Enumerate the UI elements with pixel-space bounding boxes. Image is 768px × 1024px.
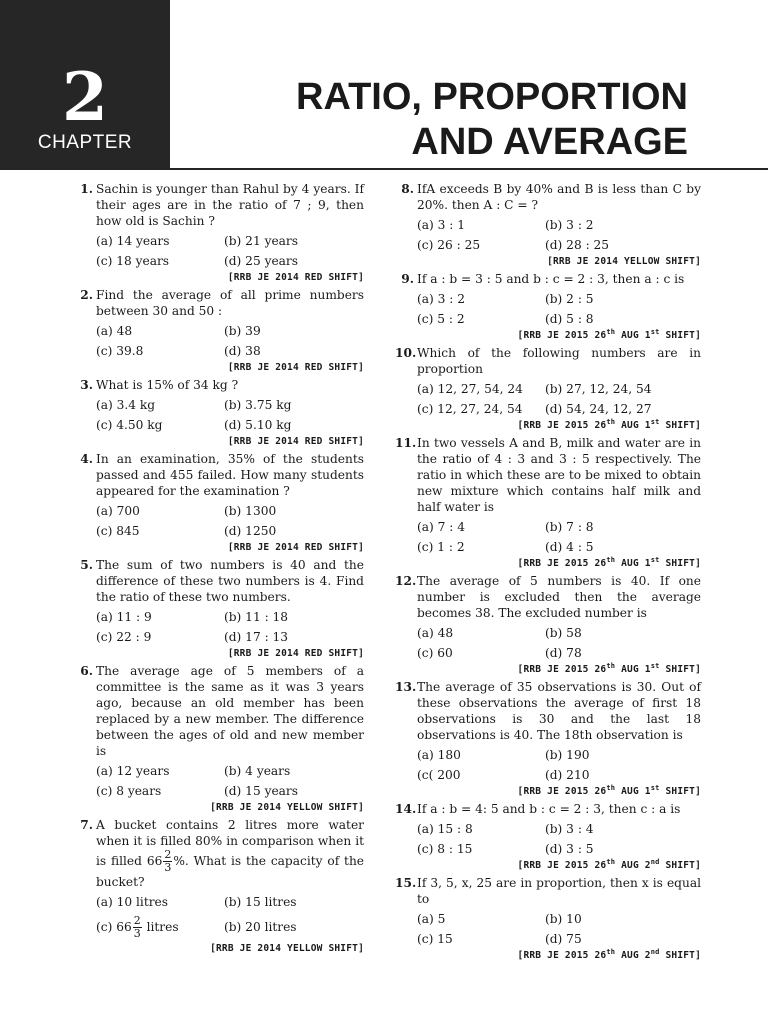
exam-source-text: [RRB JE 2014 RED SHIFT]: [227, 272, 364, 283]
question-text: Which of the following numbers are in proportion: [417, 346, 701, 376]
fraction-denominator: 3: [164, 861, 172, 874]
exam-source-text: SHIFT]: [659, 330, 701, 341]
option[interactable]: (b) 11 : 18: [224, 610, 289, 624]
question-10: [395, 345, 701, 433]
question-6: [74, 663, 364, 815]
option[interactable]: (d) 25 years: [224, 254, 299, 268]
option[interactable]: (d) 3 : 5: [545, 842, 594, 856]
option[interactable]: (d) 15 years: [224, 784, 299, 798]
chapter-title-line1: RATIO, PROPORTION: [296, 76, 688, 118]
question-number: 4.: [80, 452, 93, 466]
option[interactable]: (d) 5.10 kg: [224, 418, 292, 432]
question-text: The average age of 5 members of a committee is the same as it was 3 years ago, because an old member has been replaced by a new member. The difference between the ages of old and new member is: [96, 664, 364, 758]
option[interactable]: (c) 1 : 2: [417, 540, 465, 554]
superscript: nd: [650, 857, 660, 866]
exam-source: [417, 329, 701, 343]
exam-source-text: AUG 1: [615, 558, 651, 569]
options-grid: [96, 501, 364, 541]
question-9: [395, 271, 701, 343]
exam-source-text: [RRB JE 2015 26: [517, 860, 607, 871]
question-text: Sachin is younger than Rahul by 4 years. If their ages are in the ratio of 7 ; 9, then how old is Sachin ?: [96, 182, 364, 228]
exam-source: [417, 859, 701, 873]
option[interactable]: (c) 18 years: [96, 254, 170, 268]
superscript: st: [650, 555, 660, 564]
exam-source-text: [RRB JE 2015 26: [517, 786, 607, 797]
options-grid: [417, 909, 701, 949]
exam-source: [96, 801, 364, 815]
question-text: If a : b = 4: 5 and b : c = 2 : 3, then c : a is: [417, 802, 681, 816]
exam-source-text: [RRB JE 2015 26: [517, 664, 607, 675]
question-number: 15.: [395, 876, 417, 890]
option[interactable]: (d) 4 : 5: [545, 540, 594, 554]
question-11: [395, 435, 701, 571]
option[interactable]: (b) 3 : 2: [545, 218, 594, 232]
question-text: [96, 817, 364, 890]
left-column: [74, 181, 364, 958]
exam-source-text: [RRB JE 2015 26: [517, 330, 607, 341]
option[interactable]: (c) 15: [417, 932, 453, 946]
option[interactable]: (a) 12, 27, 54, 24: [417, 382, 523, 396]
option[interactable]: (d) 17 : 13: [224, 630, 289, 644]
option[interactable]: (b) 4 years: [224, 764, 291, 778]
exam-source-text: SHIFT]: [659, 664, 701, 675]
question-number: 5.: [80, 558, 93, 572]
superscript: st: [650, 417, 660, 426]
question-text-part1: A bucket contains 2 litres more water when it is filled 80% in comparison when it is filled: [96, 818, 364, 868]
fraction: [133, 915, 142, 940]
option[interactable]: (b) 3.75 kg: [224, 398, 292, 412]
exam-source-text: [RRB JE 2015 26: [517, 420, 607, 431]
options-grid: [96, 395, 364, 435]
option[interactable]: (a) 5: [417, 912, 446, 926]
question-text: If 3, 5, x, 25 are in proportion, then x is equal to: [417, 876, 701, 906]
superscript: th: [606, 783, 616, 792]
exam-source: [96, 541, 364, 555]
question-text: The average of 5 numbers is 40. If one number is excluded then the average becomes 38. The excluded number is: [417, 574, 701, 620]
chapter-number: 2: [62, 58, 108, 136]
superscript: st: [650, 327, 660, 336]
question-number: 2.: [80, 288, 93, 302]
option[interactable]: (c) 26 : 25: [417, 238, 481, 252]
option[interactable]: (a) 3 : 1: [417, 218, 466, 232]
superscript: th: [606, 857, 616, 866]
options-grid: [417, 379, 701, 419]
option[interactable]: (a) 12 years: [96, 764, 170, 778]
options-grid: [96, 892, 364, 942]
exam-source-text: AUG 2: [615, 860, 651, 871]
option[interactable]: (c) 8 : 15: [417, 842, 473, 856]
options-grid: [417, 819, 701, 859]
option[interactable]: (b) 7 : 8: [545, 520, 594, 534]
option[interactable]: [96, 912, 224, 942]
question-number: 14.: [395, 802, 417, 816]
option[interactable]: (a) 180: [417, 748, 461, 762]
option[interactable]: (b) 21 years: [224, 234, 299, 248]
option[interactable]: (c) 22 : 9: [96, 630, 152, 644]
question-text: What is 15% of 34 kg ?: [96, 378, 239, 392]
option[interactable]: (b) 27, 12, 24, 54: [545, 382, 652, 396]
question-text: If a : b = 3 : 5 and b : c = 2 : 3, then a : c is: [417, 272, 685, 286]
question-7: [74, 817, 364, 956]
question-number: 10.: [395, 346, 417, 360]
superscript: th: [606, 555, 616, 564]
exam-source: [417, 419, 701, 433]
option[interactable]: (b) 190: [545, 748, 590, 762]
question-number: 6.: [80, 664, 93, 678]
question-number: 7.: [80, 818, 93, 832]
exam-source-text: [RRB JE 2014 YELLOW SHIFT]: [547, 256, 701, 267]
exam-source-text: AUG 1: [615, 664, 651, 675]
question-text: The average of 35 observations is 30. Out of these observations the average of first 18 observations is 30 and the last 18 observations is 40. The 18th observation is: [417, 680, 701, 742]
option[interactable]: (c) 39.8: [96, 344, 144, 358]
options-grid: [417, 289, 701, 329]
question-text: The sum of two numbers is 40 and the difference of these two numbers is 4. Find the ratio of these two numbers.: [96, 558, 364, 604]
exam-source: [96, 361, 364, 375]
exam-source: [417, 785, 701, 799]
option[interactable]: (a) 7 : 4: [417, 520, 466, 534]
option[interactable]: (a) 3.4 kg: [96, 398, 156, 412]
fraction-numerator: 2: [133, 914, 141, 927]
exam-source: [RRB JE 2014 YELLOW SHIFT]: [210, 943, 364, 954]
option[interactable]: (d) 28 : 25: [545, 238, 610, 252]
option[interactable]: (d) 38: [224, 344, 261, 358]
exam-source-text: [RRB JE 2014 YELLOW SHIFT]: [210, 802, 364, 813]
exam-source-text: SHIFT]: [659, 950, 701, 961]
options-grid: [417, 215, 701, 255]
option[interactable]: (c) 8 years: [96, 784, 162, 798]
options-grid: [417, 623, 701, 663]
superscript: th: [606, 327, 616, 336]
question-number: 9.: [401, 272, 414, 286]
options-grid: [96, 321, 364, 361]
exam-source-text: SHIFT]: [659, 558, 701, 569]
option[interactable]: (b) 15 litres: [224, 895, 297, 909]
mixed-number-whole: 66: [146, 854, 163, 868]
option[interactable]: (c) 12, 27, 24, 54: [417, 402, 523, 416]
option[interactable]: (b) 10: [545, 912, 582, 926]
option[interactable]: (a) 48: [417, 626, 454, 640]
question-number: 8.: [401, 182, 414, 196]
exam-source-text: AUG 2: [615, 950, 651, 961]
question-13: [395, 679, 701, 799]
option[interactable]: (c) 845: [96, 524, 140, 538]
option[interactable]: (a) 15 : 8: [417, 822, 473, 836]
chapter-title-line2: AND AVERAGE: [411, 121, 688, 163]
exam-source-text: [RRB JE 2015 26: [517, 950, 607, 961]
superscript: nd: [650, 947, 660, 956]
option[interactable]: (b) 58: [545, 626, 582, 640]
exam-source-text: SHIFT]: [659, 860, 701, 871]
options-grid: [96, 761, 364, 801]
option[interactable]: (d) 54, 24, 12, 27: [545, 402, 652, 416]
exam-source: [96, 647, 364, 661]
right-question-list: [395, 181, 701, 963]
exam-source-text: [RRB JE 2014 RED SHIFT]: [227, 648, 364, 659]
exam-source: [417, 949, 701, 963]
exam-source-text: SHIFT]: [659, 420, 701, 431]
question-text: In two vessels A and B, milk and water are in the ratio of 4 : 3 and 3 : 5 respectively. The ratio in which these are to be mixed to obtain new mixture which contains half milk and half water is: [417, 436, 701, 514]
question-number: 1.: [80, 182, 93, 196]
fraction: [163, 849, 172, 874]
options-grid: [96, 231, 364, 271]
option[interactable]: (b) 1300: [224, 504, 277, 518]
question-number: 11.: [395, 436, 417, 450]
option[interactable]: (a) 700: [96, 504, 140, 518]
option[interactable]: (d) 1250: [224, 524, 277, 538]
option[interactable]: (d) 75: [545, 932, 582, 946]
option[interactable]: (b) 20 litres: [224, 920, 297, 934]
fraction-denominator: 3: [133, 927, 141, 940]
exam-source: [96, 271, 364, 285]
fraction-numerator: 2: [164, 848, 172, 861]
question-text: In an examination, 35% of the students passed and 455 failed. How many students appeared for the examination ?: [96, 452, 364, 498]
option[interactable]: (d) 5 : 8: [545, 312, 594, 326]
question-8: [395, 181, 701, 269]
exam-source: [417, 663, 701, 677]
exam-source-text: AUG 1: [615, 330, 651, 341]
chapter-label: CHAPTER: [37, 132, 133, 153]
header-rule: [170, 168, 768, 170]
superscript: st: [650, 783, 660, 792]
options-grid: [96, 607, 364, 647]
right-column: [395, 181, 701, 965]
options-grid: [417, 517, 701, 557]
question-3: [74, 377, 364, 449]
option-c-prefix: (c) 66: [96, 920, 132, 934]
question-text: IfA exceeds B by 40% and B is less than C by 20%. then A : C = ?: [417, 182, 701, 212]
superscript: st: [650, 661, 660, 670]
exam-source-text: AUG 1: [615, 420, 651, 431]
option[interactable]: (c) 4.50 kg: [96, 418, 163, 432]
exam-source-text: [RRB JE 2015 26: [517, 558, 607, 569]
question-2: [74, 287, 364, 375]
exam-source-text: AUG 1: [615, 786, 651, 797]
option[interactable]: (c) 5 : 2: [417, 312, 465, 326]
option[interactable]: (a) 10 litres: [96, 895, 169, 909]
option[interactable]: (b) 39: [224, 324, 261, 338]
question-15: [395, 875, 701, 963]
question-text: Find the average of all prime numbers between 30 and 50 :: [96, 288, 364, 318]
question-number: 13.: [395, 680, 417, 694]
exam-source-text: [RRB JE 2014 RED SHIFT]: [227, 436, 364, 447]
option[interactable]: (d) 210: [545, 768, 590, 782]
question-4: [74, 451, 364, 555]
question-text-part2: %. What is the capacity of the bucket?: [96, 854, 365, 889]
superscript: th: [606, 947, 616, 956]
exam-source: [417, 255, 701, 269]
chapter-box: [0, 0, 170, 170]
left-question-list: [74, 181, 364, 815]
exam-source: [417, 557, 701, 571]
exam-source-text: [RRB JE 2014 RED SHIFT]: [227, 362, 364, 373]
superscript: th: [606, 661, 616, 670]
option[interactable]: (a) 14 years: [96, 234, 170, 248]
option[interactable]: (a) 3 : 2: [417, 292, 466, 306]
exam-source: [96, 435, 364, 449]
question-14: [395, 801, 701, 873]
superscript: th: [606, 417, 616, 426]
option-c-suffix: litres: [146, 920, 179, 934]
exam-source-text: SHIFT]: [659, 786, 701, 797]
option[interactable]: (a) 48: [96, 324, 133, 338]
option[interactable]: (c) 60: [417, 646, 453, 660]
options-grid: [417, 745, 701, 785]
question-5: [74, 557, 364, 661]
option[interactable]: (a) 11 : 9: [96, 610, 152, 624]
question-number: 12.: [395, 574, 417, 588]
question-1: [74, 181, 364, 285]
question-12: [395, 573, 701, 677]
option[interactable]: (b) 2 : 5: [545, 292, 594, 306]
option[interactable]: (d) 78: [545, 646, 582, 660]
exam-source-text: [RRB JE 2014 RED SHIFT]: [227, 542, 364, 553]
question-number: 3.: [80, 378, 93, 392]
option[interactable]: (b) 3 : 4: [545, 822, 594, 836]
option[interactable]: (c( 200: [417, 768, 461, 782]
